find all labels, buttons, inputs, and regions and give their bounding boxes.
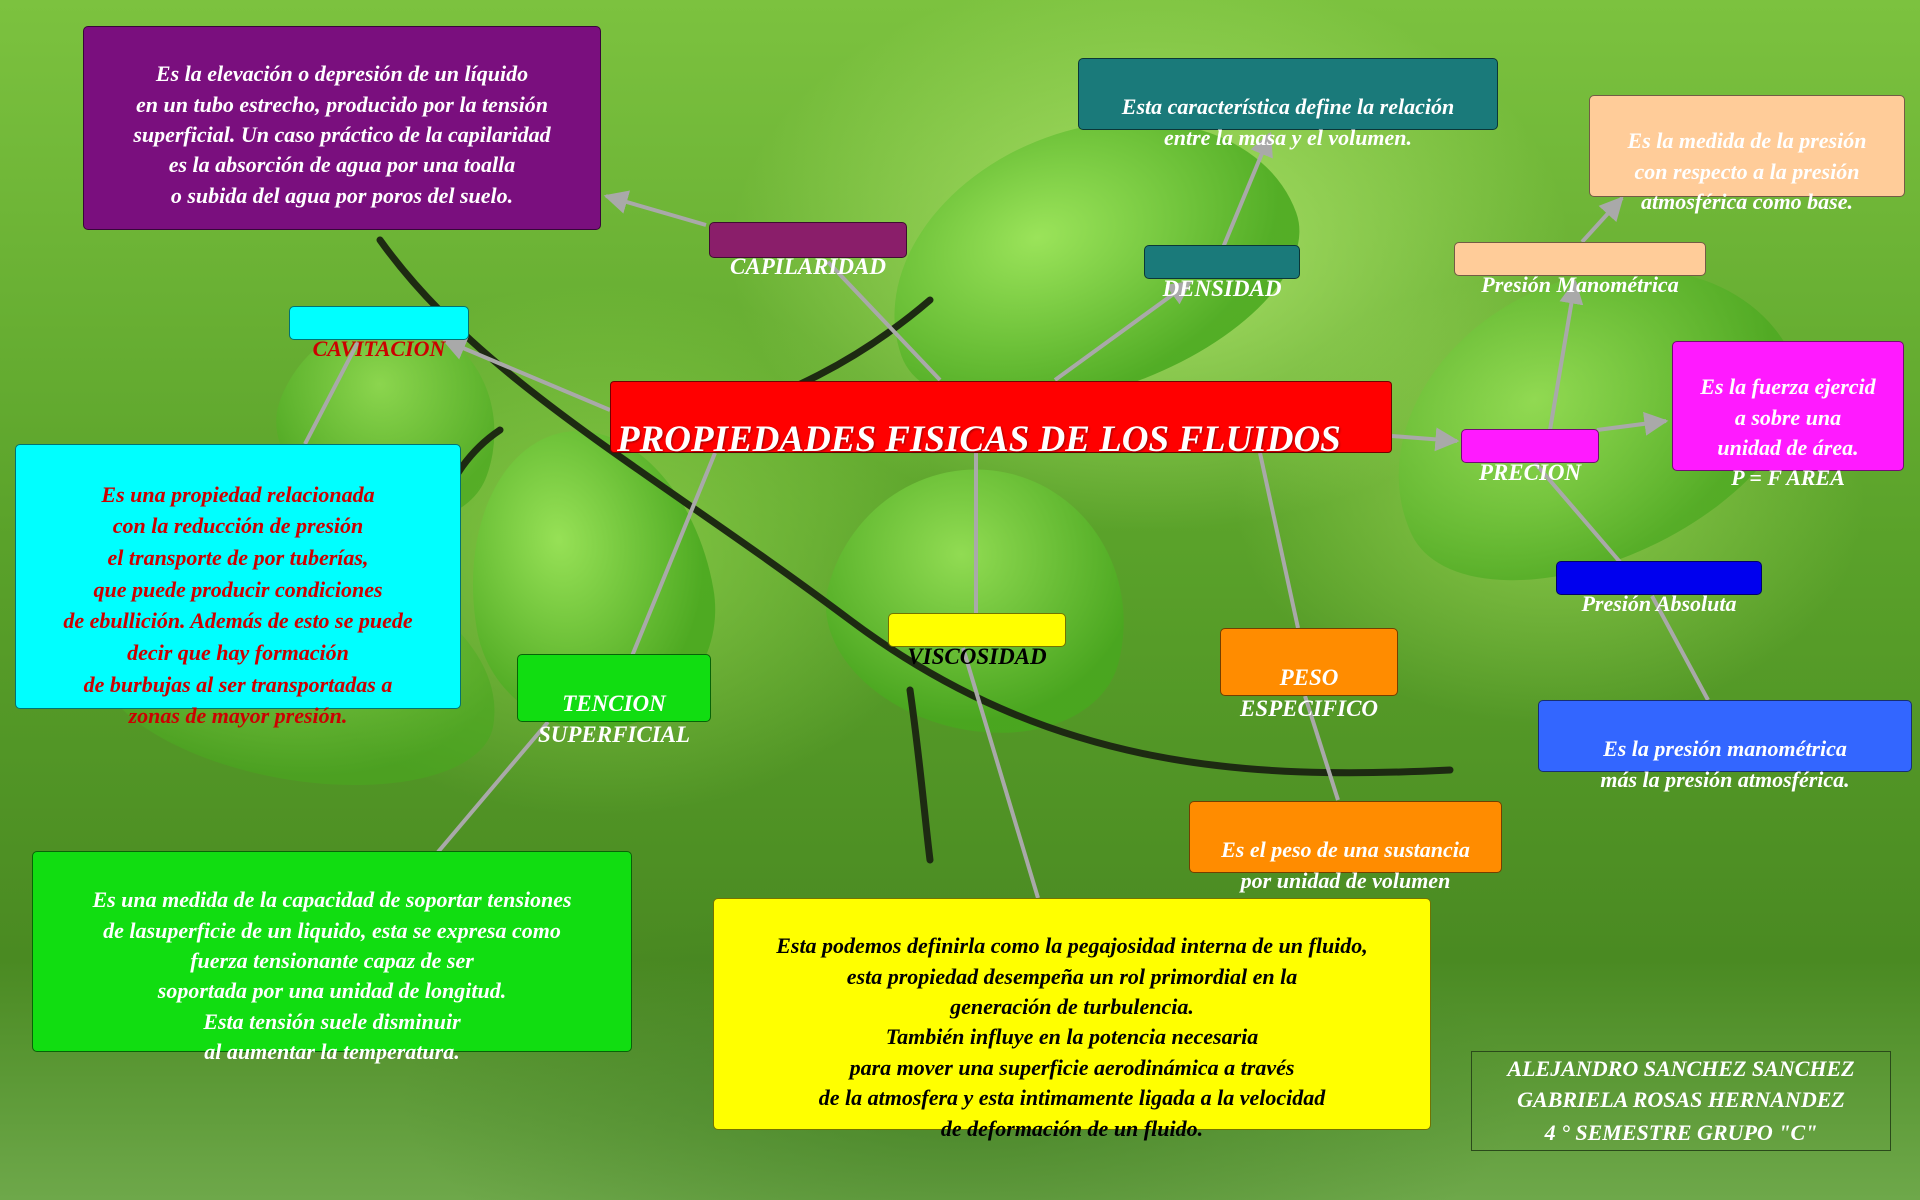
- presion-description-text: Es la fuerza ejercid a sobre una unidad de área. P = F AREA: [1700, 374, 1876, 491]
- viscosidad-label: VISCOSIDAD: [907, 644, 1047, 670]
- viscosidad-node[interactable]: [888, 613, 1066, 670]
- tension-superficial-label: TENCION SUPERFICIAL: [537, 691, 691, 747]
- authors-box: [1471, 1051, 1891, 1151]
- tension-superficial-description: [32, 851, 632, 1065]
- author-2: GABRIELA ROSAS HERNANDEZ: [1517, 1086, 1845, 1112]
- link-manometrica-desc: [1582, 198, 1622, 242]
- manometrica-description: [1589, 95, 1905, 215]
- link-presion: [1392, 436, 1457, 441]
- cavitacion-description: [15, 444, 461, 729]
- author-1: ALEJANDRO SANCHEZ SANCHEZ: [1507, 1056, 1855, 1081]
- cavitacion-node[interactable]: [289, 306, 469, 362]
- peso-especifico-description-text: Es el peso de una sustancia por unidad de volumen: [1221, 837, 1470, 893]
- link-manometrica: [1550, 282, 1575, 430]
- link-viscosidad-desc: [963, 648, 1038, 898]
- presion-description: [1672, 341, 1904, 491]
- presion-node[interactable]: [1461, 429, 1599, 486]
- tension-superficial-node[interactable]: [517, 654, 711, 747]
- cavitacion-description-text: Es una propiedad relacionada con la reducción de presión el transporte de por tuberías, que puede producir condiciones de ebullición. Además de esto se puede decir que hay formación de burbujas al ser transportadas a zonas de mayor presión.: [63, 481, 413, 729]
- capilaridad-description-text: Es la elevación o depresión de un líquido en un tubo estrecho, producido por la tensión superficial. Un caso práctico de la capilaridad es la absorción de agua por una toalla o subida del agua por poros del suelo.: [133, 61, 551, 208]
- absoluta-node[interactable]: [1556, 561, 1762, 617]
- absoluta-description: [1538, 700, 1912, 792]
- densidad-description: [1078, 58, 1498, 150]
- densidad-description-text: Esta característica define la relación entre la masa y el volumen.: [1121, 94, 1455, 150]
- link-presion-desc: [1597, 421, 1666, 430]
- viscosidad-description-text: Esta podemos definirla como la pegajosidad interna de un fluido, esta propiedad desempeña un rol primordial en la generación de turbulencia. También influye en la potencia necesaria para mover una superficie aerodinámica a través de la atmosfera y esta intimamente ligada a la velocidad de deformación de un fluido.: [776, 933, 1368, 1141]
- manometrica-description-text: Es la medida de la presión con respecto a la presión atmosférica como base.: [1627, 128, 1867, 215]
- absoluta-description-text: Es la presión manométrica más la presión atmosférica.: [1600, 736, 1850, 792]
- link-tension-desc: [438, 722, 548, 852]
- capilaridad-description: [83, 26, 601, 230]
- tension-superficial-description-text: Es una medida de la capacidad de soportar tensiones de lasuperficie de un liquido, esta se expresa como fuerza tensionante capaz de ser soportada por una unidad de longitud. Esta tensión suele disminuir al aumentar la temperatura.: [92, 887, 572, 1065]
- link-cavitacion: [444, 340, 610, 410]
- presion-label: PRECION: [1478, 460, 1582, 486]
- central-title: [610, 381, 1392, 461]
- densidad-label: DENSIDAD: [1162, 276, 1282, 302]
- peso-especifico-node[interactable]: [1220, 628, 1398, 721]
- cavitacion-label: CAVITACION: [312, 336, 446, 362]
- capilaridad-label: CAPILARIDAD: [730, 254, 886, 280]
- peso-especifico-description: [1189, 801, 1502, 893]
- central-title-text: PROPIEDADES FISICAS DE LOS FLUIDOS: [617, 419, 1341, 461]
- link-capilaridad-desc: [606, 196, 706, 225]
- manometrica-label: Presión Manométrica: [1481, 272, 1679, 298]
- manometrica-node[interactable]: [1454, 242, 1706, 298]
- capilaridad-node[interactable]: [709, 222, 907, 280]
- twig: [380, 240, 1450, 860]
- peso-especifico-label: PESO ESPECIFICO: [1239, 665, 1379, 721]
- densidad-node[interactable]: [1144, 245, 1300, 302]
- viscosidad-description: [713, 898, 1431, 1141]
- absoluta-label: Presión Absoluta: [1581, 591, 1737, 617]
- semester-group: 4 ° SEMESTRE GRUPO "C": [1544, 1119, 1818, 1145]
